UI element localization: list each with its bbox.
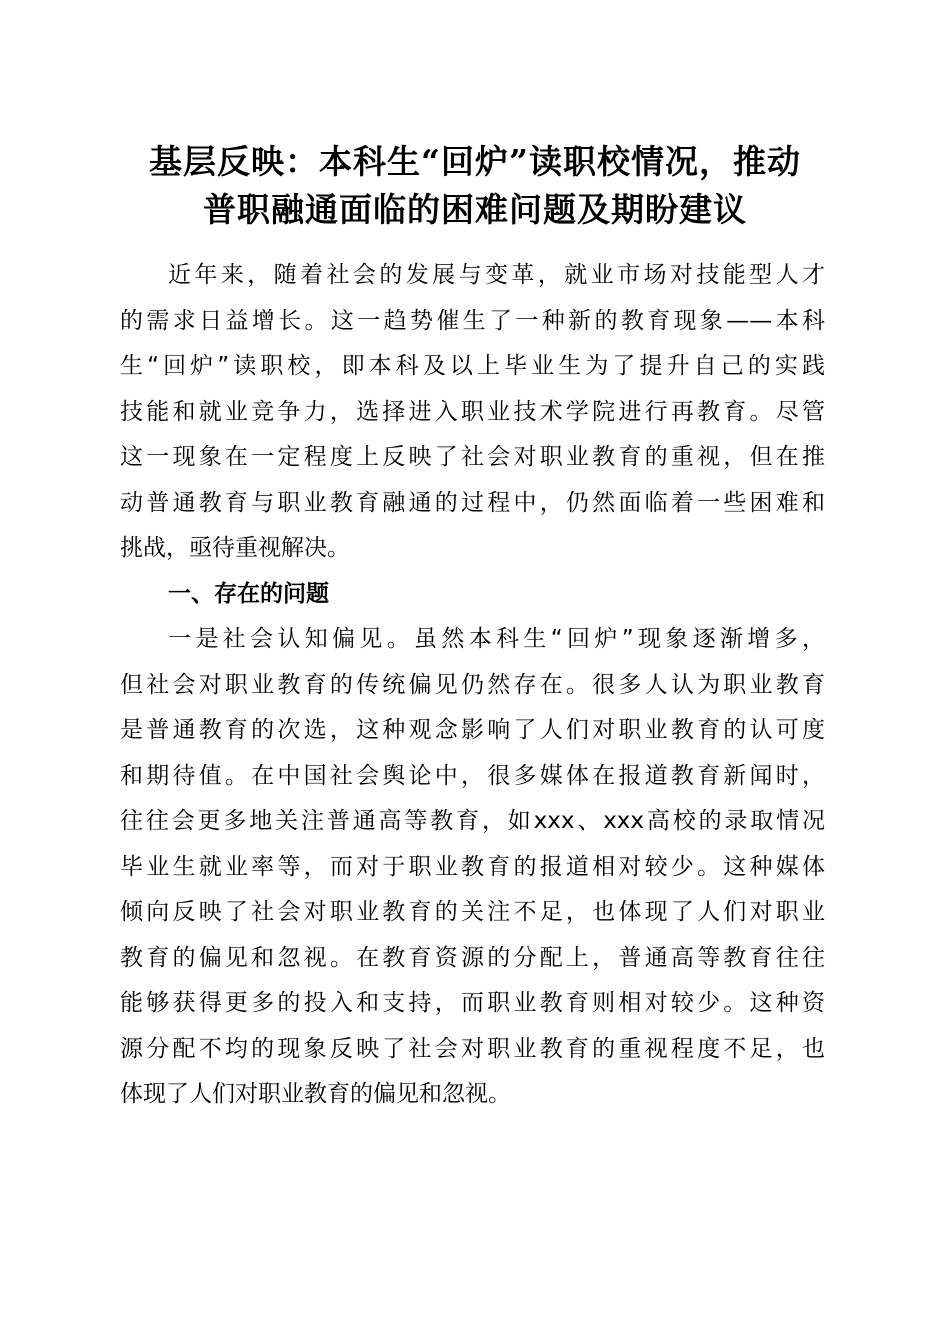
document-body bbox=[120, 253, 825, 1118]
paragraph-line: 近年来，随着社会的发展与变革，就业市场对技能型人才 bbox=[168, 262, 825, 288]
issue-paragraph bbox=[120, 617, 825, 1118]
paragraph-line: 教育的偏见和忽视。在教育资源的分配上，普通高等教育往往 bbox=[120, 944, 825, 971]
paragraph-line: 这一现象在一定程度上反映了社会对职业教育的重视，但在推 bbox=[120, 444, 825, 470]
paragraph-line: 能够获得更多的投入和支持，而职业教育则相对较少。这种资 bbox=[120, 990, 825, 1016]
paragraph-line: 往往会更多地关注普通高等教育，如xxx、xxx高校的录取情况 bbox=[120, 808, 825, 834]
intro-paragraph bbox=[120, 253, 825, 572]
paragraph-line: 但社会对职业教育的传统偏见仍然存在。很多人认为职业教育 bbox=[120, 671, 825, 698]
paragraph-line: 毕业生就业率等，而对于职业教育的报道相对较少。这种媒体 bbox=[120, 853, 825, 880]
paragraph-line: 生“回炉”读职校，即本科及以上毕业生为了提升自己的实践 bbox=[120, 353, 825, 379]
title-line: 基层反映：本科生“回炉”读职校情况，推动 bbox=[149, 142, 801, 181]
paragraph-line: 体现了人们对职业教育的偏见和忽视。 bbox=[120, 1081, 511, 1107]
title-line: 普职融通面临的困难问题及期盼建议 bbox=[203, 190, 747, 229]
paragraph-line: 是普通教育的次选，这种观念影响了人们对职业教育的认可度 bbox=[120, 717, 825, 743]
paragraph-line: 挑战，亟待重视解决。 bbox=[120, 535, 350, 561]
document-title bbox=[100, 138, 850, 234]
paragraph-line: 倾向反映了社会对职业教育的关注不足，也体现了人们对职业 bbox=[120, 899, 825, 925]
paragraph-line: 和期待值。在中国社会舆论中，很多媒体在报道教育新闻时， bbox=[120, 762, 825, 789]
paragraph-line: 的需求日益增长。这一趋势催生了一种新的教育现象——本科 bbox=[120, 307, 825, 334]
paragraph-line: 一是社会认知偏见。虽然本科生“回炉”现象逐渐增多， bbox=[168, 626, 825, 652]
section-heading: 一、存在的问题 bbox=[168, 580, 329, 607]
paragraph-line: 动普通教育与职业教育融通的过程中，仍然面临着一些困难和 bbox=[120, 489, 825, 516]
paragraph-line: 技能和就业竞争力，选择进入职业技术学院进行再教育。尽管 bbox=[120, 398, 825, 425]
paragraph-line: 源分配不均的现象反映了社会对职业教育的重视程度不足，也 bbox=[120, 1035, 825, 1062]
